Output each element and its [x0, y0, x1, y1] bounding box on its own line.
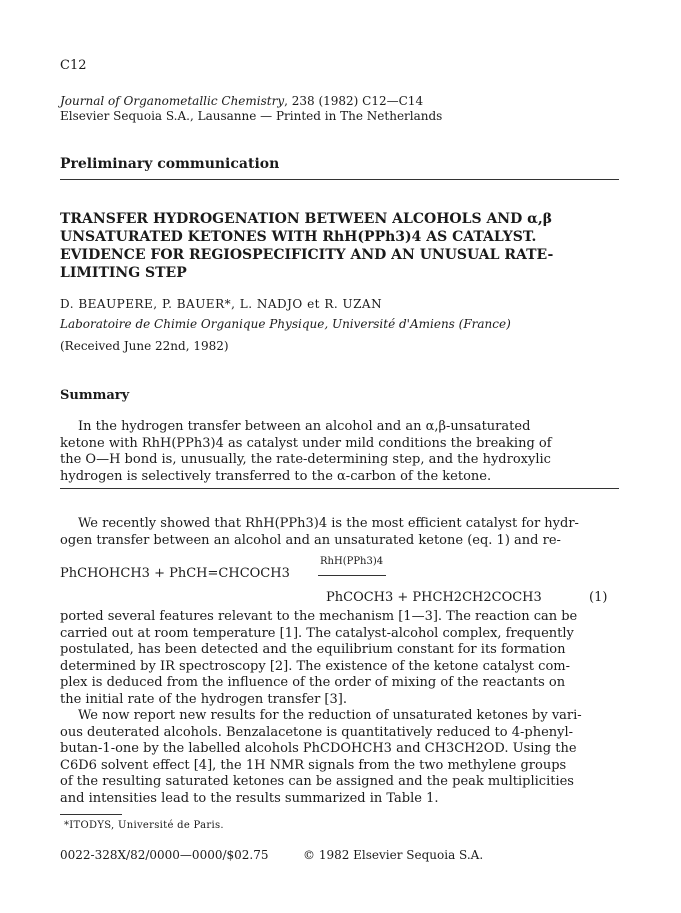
body-line: plex is deduced from the influence of the order of mixing of the reactants on [60, 675, 566, 690]
body-line: and intensities lead to the results summarized in Table 1. [60, 790, 439, 806]
authors: D. BEAUPERE, P. BAUER*, L. NADJO et R. UZAN [60, 297, 383, 311]
title-line: LIMITING STEP [60, 265, 187, 281]
summary-line: In the hydrogen transfer between an alcohol and an α,β-unsaturated [78, 419, 531, 434]
header-rule [60, 179, 619, 180]
footnote-rule [60, 814, 122, 815]
body-line: ported several features relevant to the mechanism [1—3]. The reaction can be [60, 609, 578, 624]
equation-catalyst: RhH(PPh3)4 [320, 556, 384, 567]
summary-rule [60, 488, 619, 489]
article-title [60, 210, 553, 282]
body-line: carried out at room temperature [1]. The catalyst-alcohol complex, frequently [60, 625, 574, 641]
equation-products: PhCOCH3 + PHCH2CH2COCH3 [326, 590, 542, 605]
article-code: 0022-328X/82/0000—0000/$02.75 [60, 848, 269, 862]
body-line: postulated, has been detected and the equilibrium constant for its formation [60, 642, 566, 657]
journal-citation [60, 94, 442, 124]
body-main [60, 609, 582, 807]
title-line: EVIDENCE FOR REGIOSPECIFICITY AND AN UNUSUAL RATE- [60, 247, 554, 263]
page-number: C12 [60, 58, 87, 73]
summary-line: hydrogen is selectively transferred to the α-carbon of the ketone. [60, 468, 492, 484]
body-line: butan-1-one by the labelled alcohols PhCDOHCH3 and CH3CH2OD. Using the [60, 741, 577, 756]
reaction-arrow [318, 575, 386, 576]
copyright: © 1982 Elsevier Sequoia S.A. [303, 848, 484, 862]
body-line: C6D6 solvent effect [4], the 1H NMR signals from the two methylene groups [60, 757, 567, 773]
body-line: the initial rate of the hydrogen transfer [3]. [60, 691, 347, 707]
summary-line: the O—H bond is, unusually, the rate-determining step, and the hydroxylic [60, 452, 551, 467]
body-line: We now report new results for the reduction of unsaturated ketones by vari- [78, 708, 582, 723]
body-intro [60, 516, 579, 549]
article-type: Preliminary communication [60, 156, 280, 172]
body-line: ogen transfer between an alcohol and an unsaturated ketone (eq. 1) and re- [60, 532, 561, 548]
footnote: *ITODYS, Université de Paris. [64, 820, 224, 831]
summary-line: ketone with RhH(PPh3)4 as catalyst under mild conditions the breaking of [60, 435, 552, 451]
body-line: ous deuterated alcohols. Benzalacetone is quantitatively reduced to 4-phenyl- [60, 724, 574, 740]
title-line: TRANSFER HYDROGENATION BETWEEN ALCOHOLS AND α,β [60, 211, 553, 227]
journal-volume: , 238 (1982) C12—C14 [284, 94, 424, 108]
affiliation: Laboratoire de Chimie Organique Physique, Université d'Amiens (France) [60, 317, 511, 331]
summary-heading: Summary [60, 388, 130, 403]
equation-reactants: PhCHOHCH3 + PhCH=CHCOCH3 [60, 566, 290, 581]
equation-number: (1) [589, 590, 608, 605]
received-date: (Received June 22nd, 1982) [60, 339, 229, 353]
journal-name: Journal of Organometallic Chemistry [60, 94, 285, 108]
body-line: of the resulting saturated ketones can be assigned and the peak multiplicities [60, 774, 574, 789]
body-line: We recently showed that RhH(PPh3)4 is the most efficient catalyst for hydr- [78, 516, 579, 531]
summary-text [60, 419, 552, 485]
title-line: UNSATURATED KETONES WITH RhH(PPh3)4 AS CATALYST. [60, 229, 537, 245]
publisher-line: Elsevier Sequoia S.A., Lausanne — Printed in The Netherlands [60, 109, 443, 123]
body-line: determined by IR spectroscopy [2]. The existence of the ketone catalyst com- [60, 658, 570, 674]
